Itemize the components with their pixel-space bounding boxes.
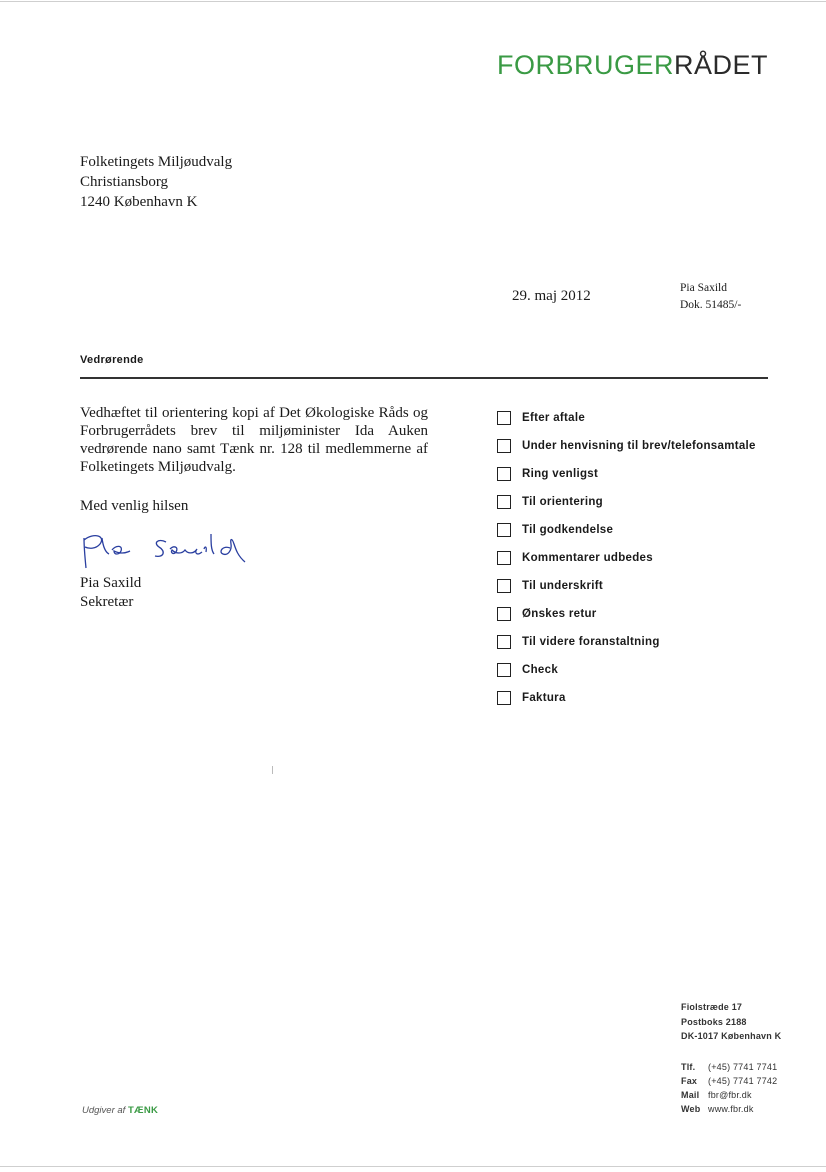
- letter-date: 29. maj 2012: [512, 288, 591, 304]
- checklist-item[interactable]: [497, 572, 797, 600]
- logo-text-part2: RÅDET: [674, 50, 769, 80]
- contact-value[interactable]: www.fbr.dk: [708, 1104, 754, 1114]
- checkbox[interactable]: [497, 635, 511, 649]
- contact-mail: [681, 1088, 777, 1102]
- publisher-prefix: Udgiver af: [82, 1105, 126, 1116]
- contact-key: Mail: [681, 1090, 700, 1100]
- footer-street: Fiolstræde 17: [681, 1002, 743, 1012]
- checkbox[interactable]: [497, 551, 511, 565]
- contact-web: [681, 1102, 777, 1116]
- checklist-item[interactable]: [497, 600, 797, 628]
- bottom-edge-rule: [0, 1166, 826, 1167]
- checkbox[interactable]: [497, 523, 511, 537]
- recipient-line-3: 1240 København K: [80, 194, 198, 210]
- checklist-label: Til underskrift: [522, 580, 603, 592]
- footer-contacts: [681, 1060, 777, 1116]
- checklist-item[interactable]: [497, 628, 797, 656]
- recipient-address: [80, 152, 232, 212]
- checklist-label: Til godkendelse: [522, 524, 614, 536]
- recipient-line-1: Folketingets Miljøudvalg: [80, 154, 233, 170]
- action-checklist: [497, 404, 797, 712]
- document-number: Dok. 51485/-: [680, 299, 742, 311]
- regarding-label: Vedrørende: [80, 354, 144, 366]
- checklist-label: Kommentarer udbedes: [522, 552, 653, 564]
- checkbox[interactable]: [497, 663, 511, 677]
- letter-body: Vedhæftet til orientering kopi af Det Økologiske Råds og Forbrugerrådets brev til miljøminister Ida Auken vedrørende nano samt Tænk nr. 128 til medlemmerne af Folketingets Miljøudvalg.: [80, 405, 428, 475]
- sender-meta: [680, 280, 741, 314]
- checklist-label: Check: [522, 664, 559, 676]
- checklist-item[interactable]: [497, 544, 797, 572]
- footer-address: [681, 1000, 781, 1044]
- sender-name: Pia Saxild: [680, 282, 727, 294]
- contact-phone: [681, 1060, 777, 1074]
- signer-title: Sekretær: [80, 594, 134, 610]
- signature-graphic: [78, 528, 258, 572]
- publisher-brand: TÆNK: [127, 1105, 159, 1116]
- contact-value: (+45) 7741 7742: [708, 1076, 778, 1086]
- checkbox[interactable]: [497, 607, 511, 621]
- checklist-item[interactable]: [497, 656, 797, 684]
- scan-mark: [272, 766, 273, 774]
- closing-greeting: Med venlig hilsen: [80, 498, 189, 514]
- checklist-label: Til videre foranstaltning: [522, 636, 660, 648]
- checkbox[interactable]: [497, 579, 511, 593]
- checklist-label: Under henvisning til brev/telefonsamtale: [522, 440, 756, 452]
- recipient-line-2: Christiansborg: [80, 174, 169, 190]
- checklist-label: Ønskes retur: [522, 608, 597, 620]
- contact-value: (+45) 7741 7741: [708, 1062, 778, 1072]
- contact-key: Tlf.: [681, 1062, 696, 1072]
- logo-text-part1: FORBRUGER: [497, 50, 675, 80]
- signer-block: [80, 574, 141, 612]
- contact-fax: [681, 1074, 777, 1088]
- checklist-item[interactable]: [497, 432, 797, 460]
- checklist-item[interactable]: [497, 516, 797, 544]
- checklist-item[interactable]: [497, 460, 797, 488]
- contact-key: Fax: [681, 1076, 698, 1086]
- footer-pobox: Postboks 2188: [681, 1016, 747, 1027]
- checklist-label: Ring venligst: [522, 468, 599, 480]
- top-edge-rule: [0, 1, 826, 2]
- contact-value[interactable]: fbr@fbr.dk: [708, 1090, 752, 1100]
- checklist-item[interactable]: [497, 488, 797, 516]
- handwritten-signature: [78, 528, 258, 572]
- checklist-item[interactable]: [497, 684, 797, 712]
- publisher-line: [82, 1105, 158, 1116]
- checkbox[interactable]: [497, 691, 511, 705]
- checklist-label: Faktura: [522, 692, 566, 704]
- checkbox[interactable]: [497, 411, 511, 425]
- checkbox[interactable]: [497, 467, 511, 481]
- forbrugerraadet-logo: [497, 50, 768, 81]
- checklist-item[interactable]: [497, 404, 797, 432]
- checklist-label: Efter aftale: [522, 412, 586, 424]
- signer-name: Pia Saxild: [80, 575, 142, 591]
- footer-city: DK-1017 København K: [681, 1031, 782, 1041]
- checklist-label: Til orientering: [522, 496, 603, 508]
- checkbox[interactable]: [497, 495, 511, 509]
- contact-key: Web: [681, 1104, 701, 1114]
- checkbox[interactable]: [497, 439, 511, 453]
- regarding-divider: [80, 377, 768, 379]
